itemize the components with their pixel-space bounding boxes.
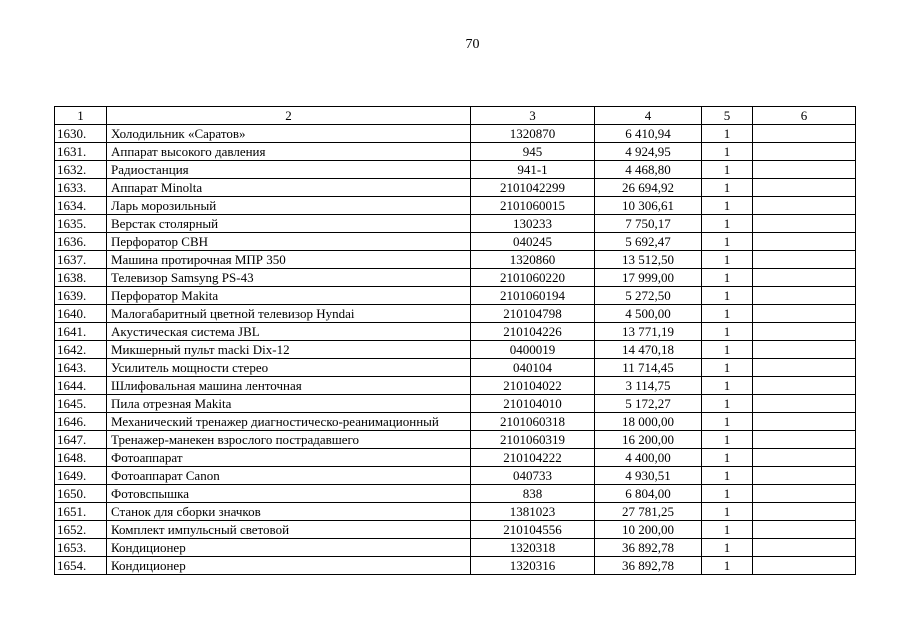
price-cell: 36 892,78 bbox=[595, 539, 702, 557]
note-cell bbox=[753, 269, 856, 287]
quantity-cell: 1 bbox=[702, 449, 753, 467]
row-number-cell: 1634. bbox=[55, 197, 107, 215]
table-row bbox=[55, 359, 856, 377]
item-name-cell: Микшерный пульт macki Dix-12 bbox=[107, 341, 471, 359]
row-number-cell: 1650. bbox=[55, 485, 107, 503]
note-cell bbox=[753, 215, 856, 233]
row-number-cell: 1641. bbox=[55, 323, 107, 341]
table-row bbox=[55, 395, 856, 413]
row-number-cell: 1630. bbox=[55, 125, 107, 143]
row-number-cell: 1644. bbox=[55, 377, 107, 395]
inventory-code-cell: 2101060319 bbox=[471, 431, 595, 449]
quantity-cell: 1 bbox=[702, 557, 753, 575]
price-cell: 7 750,17 bbox=[595, 215, 702, 233]
item-name-cell: Фотоаппарат Canon bbox=[107, 467, 471, 485]
inventory-code-cell: 210104010 bbox=[471, 395, 595, 413]
quantity-cell: 1 bbox=[702, 125, 753, 143]
note-cell bbox=[753, 161, 856, 179]
row-number-cell: 1636. bbox=[55, 233, 107, 251]
note-cell bbox=[753, 557, 856, 575]
note-cell bbox=[753, 521, 856, 539]
table-row bbox=[55, 323, 856, 341]
item-name-cell: Фотовспышка bbox=[107, 485, 471, 503]
price-cell: 6 410,94 bbox=[595, 125, 702, 143]
row-number-cell: 1651. bbox=[55, 503, 107, 521]
row-number-cell: 1647. bbox=[55, 431, 107, 449]
inventory-code-cell: 0400019 bbox=[471, 341, 595, 359]
inventory-code-cell: 945 bbox=[471, 143, 595, 161]
note-cell bbox=[753, 341, 856, 359]
note-cell bbox=[753, 539, 856, 557]
row-number-cell: 1652. bbox=[55, 521, 107, 539]
table-row bbox=[55, 197, 856, 215]
row-number-cell: 1635. bbox=[55, 215, 107, 233]
price-cell: 4 500,00 bbox=[595, 305, 702, 323]
table-row bbox=[55, 305, 856, 323]
note-cell bbox=[753, 485, 856, 503]
price-cell: 4 400,00 bbox=[595, 449, 702, 467]
inventory-table bbox=[54, 106, 856, 575]
row-number-cell: 1646. bbox=[55, 413, 107, 431]
inventory-code-cell: 838 bbox=[471, 485, 595, 503]
table-row bbox=[55, 215, 856, 233]
note-cell bbox=[753, 413, 856, 431]
column-header-number: 1 bbox=[55, 107, 107, 125]
row-number-cell: 1648. bbox=[55, 449, 107, 467]
column-header-note: 6 bbox=[753, 107, 856, 125]
inventory-code-cell: 040733 bbox=[471, 467, 595, 485]
inventory-code-cell: 2101042299 bbox=[471, 179, 595, 197]
quantity-cell: 1 bbox=[702, 287, 753, 305]
inventory-code-cell: 941-1 bbox=[471, 161, 595, 179]
item-name-cell: Фотоаппарат bbox=[107, 449, 471, 467]
row-number-cell: 1643. bbox=[55, 359, 107, 377]
table-row bbox=[55, 539, 856, 557]
inventory-code-cell: 1320316 bbox=[471, 557, 595, 575]
note-cell bbox=[753, 323, 856, 341]
row-number-cell: 1632. bbox=[55, 161, 107, 179]
item-name-cell: Телевизор Samsyng PS-43 bbox=[107, 269, 471, 287]
table-row bbox=[55, 161, 856, 179]
table-row bbox=[55, 467, 856, 485]
inventory-code-cell: 040104 bbox=[471, 359, 595, 377]
inventory-code-cell: 2101060194 bbox=[471, 287, 595, 305]
item-name-cell: Перфоратор СВН bbox=[107, 233, 471, 251]
inventory-code-cell: 1320870 bbox=[471, 125, 595, 143]
quantity-cell: 1 bbox=[702, 215, 753, 233]
inventory-code-cell: 2101060015 bbox=[471, 197, 595, 215]
note-cell bbox=[753, 431, 856, 449]
quantity-cell: 1 bbox=[702, 503, 753, 521]
quantity-cell: 1 bbox=[702, 431, 753, 449]
quantity-cell: 1 bbox=[702, 413, 753, 431]
price-cell: 5 692,47 bbox=[595, 233, 702, 251]
table-row bbox=[55, 251, 856, 269]
price-cell: 17 999,00 bbox=[595, 269, 702, 287]
quantity-cell: 1 bbox=[702, 233, 753, 251]
price-cell: 11 714,45 bbox=[595, 359, 702, 377]
inventory-code-cell: 210104798 bbox=[471, 305, 595, 323]
price-cell: 10 200,00 bbox=[595, 521, 702, 539]
price-cell: 26 694,92 bbox=[595, 179, 702, 197]
inventory-code-cell: 1320860 bbox=[471, 251, 595, 269]
item-name-cell: Аппарат Minolta bbox=[107, 179, 471, 197]
table-row bbox=[55, 521, 856, 539]
price-cell: 16 200,00 bbox=[595, 431, 702, 449]
table-row bbox=[55, 269, 856, 287]
row-number-cell: 1642. bbox=[55, 341, 107, 359]
price-cell: 4 468,80 bbox=[595, 161, 702, 179]
note-cell bbox=[753, 467, 856, 485]
quantity-cell: 1 bbox=[702, 179, 753, 197]
table-row bbox=[55, 557, 856, 575]
note-cell bbox=[753, 449, 856, 467]
inventory-code-cell: 130233 bbox=[471, 215, 595, 233]
item-name-cell: Холодильник «Саратов» bbox=[107, 125, 471, 143]
table-row bbox=[55, 485, 856, 503]
table-row bbox=[55, 125, 856, 143]
price-cell: 5 272,50 bbox=[595, 287, 702, 305]
price-cell: 10 306,61 bbox=[595, 197, 702, 215]
item-name-cell: Верстак столярный bbox=[107, 215, 471, 233]
item-name-cell: Малогабаритный цветной телевизор Hyndai bbox=[107, 305, 471, 323]
item-name-cell: Кондиционер bbox=[107, 557, 471, 575]
row-number-cell: 1653. bbox=[55, 539, 107, 557]
table-row bbox=[55, 431, 856, 449]
item-name-cell: Акустическая система JBL bbox=[107, 323, 471, 341]
price-cell: 6 804,00 bbox=[595, 485, 702, 503]
quantity-cell: 1 bbox=[702, 485, 753, 503]
note-cell bbox=[753, 251, 856, 269]
row-number-cell: 1654. bbox=[55, 557, 107, 575]
row-number-cell: 1637. bbox=[55, 251, 107, 269]
quantity-cell: 1 bbox=[702, 467, 753, 485]
table-row bbox=[55, 449, 856, 467]
table-header-row bbox=[55, 107, 856, 125]
row-number-cell: 1633. bbox=[55, 179, 107, 197]
price-cell: 27 781,25 bbox=[595, 503, 702, 521]
inventory-code-cell: 2101060318 bbox=[471, 413, 595, 431]
inventory-code-cell: 040245 bbox=[471, 233, 595, 251]
column-header-price: 4 bbox=[595, 107, 702, 125]
item-name-cell: Кондиционер bbox=[107, 539, 471, 557]
table-row bbox=[55, 377, 856, 395]
price-cell: 18 000,00 bbox=[595, 413, 702, 431]
row-number-cell: 1645. bbox=[55, 395, 107, 413]
row-number-cell: 1631. bbox=[55, 143, 107, 161]
price-cell: 13 512,50 bbox=[595, 251, 702, 269]
quantity-cell: 1 bbox=[702, 341, 753, 359]
quantity-cell: 1 bbox=[702, 305, 753, 323]
table-row bbox=[55, 143, 856, 161]
column-header-quantity: 5 bbox=[702, 107, 753, 125]
item-name-cell: Аппарат высокого давления bbox=[107, 143, 471, 161]
inventory-code-cell: 210104222 bbox=[471, 449, 595, 467]
item-name-cell: Станок для сборки значков bbox=[107, 503, 471, 521]
column-header-name: 2 bbox=[107, 107, 471, 125]
quantity-cell: 1 bbox=[702, 359, 753, 377]
quantity-cell: 1 bbox=[702, 251, 753, 269]
quantity-cell: 1 bbox=[702, 539, 753, 557]
note-cell bbox=[753, 197, 856, 215]
item-name-cell: Комплект импульсный световой bbox=[107, 521, 471, 539]
table-row bbox=[55, 233, 856, 251]
item-name-cell: Тренажер-манекен взрослого пострадавшего bbox=[107, 431, 471, 449]
price-cell: 13 771,19 bbox=[595, 323, 702, 341]
note-cell bbox=[753, 503, 856, 521]
note-cell bbox=[753, 125, 856, 143]
item-name-cell: Перфоратор Makita bbox=[107, 287, 471, 305]
quantity-cell: 1 bbox=[702, 161, 753, 179]
table-row bbox=[55, 287, 856, 305]
price-cell: 36 892,78 bbox=[595, 557, 702, 575]
item-name-cell: Пила отрезная Makita bbox=[107, 395, 471, 413]
inventory-code-cell: 210104226 bbox=[471, 323, 595, 341]
note-cell bbox=[753, 305, 856, 323]
item-name-cell: Механический тренажер диагностическо-реанимационный bbox=[107, 413, 471, 431]
column-header-code: 3 bbox=[471, 107, 595, 125]
item-name-cell: Машина протирочная МПР 350 bbox=[107, 251, 471, 269]
quantity-cell: 1 bbox=[702, 377, 753, 395]
quantity-cell: 1 bbox=[702, 395, 753, 413]
note-cell bbox=[753, 179, 856, 197]
quantity-cell: 1 bbox=[702, 143, 753, 161]
item-name-cell: Шлифовальная машина ленточная bbox=[107, 377, 471, 395]
price-cell: 4 924,95 bbox=[595, 143, 702, 161]
inventory-code-cell: 210104556 bbox=[471, 521, 595, 539]
price-cell: 5 172,27 bbox=[595, 395, 702, 413]
inventory-code-cell: 1381023 bbox=[471, 503, 595, 521]
inventory-code-cell: 2101060220 bbox=[471, 269, 595, 287]
row-number-cell: 1639. bbox=[55, 287, 107, 305]
note-cell bbox=[753, 143, 856, 161]
table-row bbox=[55, 413, 856, 431]
price-cell: 4 930,51 bbox=[595, 467, 702, 485]
item-name-cell: Ларь морозильный bbox=[107, 197, 471, 215]
quantity-cell: 1 bbox=[702, 521, 753, 539]
inventory-code-cell: 1320318 bbox=[471, 539, 595, 557]
row-number-cell: 1638. bbox=[55, 269, 107, 287]
table-row bbox=[55, 503, 856, 521]
note-cell bbox=[753, 233, 856, 251]
quantity-cell: 1 bbox=[702, 323, 753, 341]
price-cell: 14 470,18 bbox=[595, 341, 702, 359]
table-row bbox=[55, 341, 856, 359]
table-row bbox=[55, 179, 856, 197]
page-number: 70 bbox=[465, 37, 480, 52]
item-name-cell: Радиостанция bbox=[107, 161, 471, 179]
item-name-cell: Усилитель мощности стерео bbox=[107, 359, 471, 377]
quantity-cell: 1 bbox=[702, 197, 753, 215]
note-cell bbox=[753, 359, 856, 377]
note-cell bbox=[753, 395, 856, 413]
inventory-code-cell: 210104022 bbox=[471, 377, 595, 395]
quantity-cell: 1 bbox=[702, 269, 753, 287]
row-number-cell: 1640. bbox=[55, 305, 107, 323]
row-number-cell: 1649. bbox=[55, 467, 107, 485]
price-cell: 3 114,75 bbox=[595, 377, 702, 395]
note-cell bbox=[753, 287, 856, 305]
note-cell bbox=[753, 377, 856, 395]
